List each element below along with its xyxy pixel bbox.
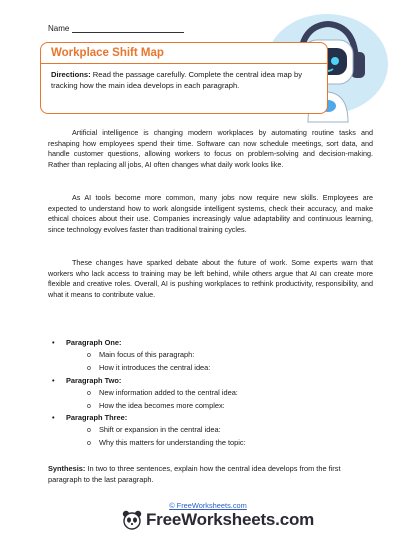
synthesis-text: In two to three sentences, explain how the central idea develops from the first paragraph to the last paragraph. bbox=[48, 464, 341, 484]
circle-bullet-icon: o bbox=[87, 427, 91, 435]
circle-bullet-icon: o bbox=[87, 402, 91, 410]
directions-body: Read the passage carefully. Complete the central idea map by tracking how the main idea develops in each paragraph. bbox=[51, 70, 303, 90]
synthesis-label: Synthesis: bbox=[48, 464, 86, 473]
circle-bullet-icon: o bbox=[87, 364, 91, 372]
outline-prompt[interactable] bbox=[52, 437, 372, 450]
brand-name: FreeWorksheets.com bbox=[146, 510, 315, 529]
passage-paragraph-3: These changes have sparked debate about the future of work. Some experts warn that workers who lack access to training may be left behind, while others argue that AI can create more flexible and creative roles. Overall, AI is pushing workplaces to rethink productivity, responsibility, and what it means to contribute value. bbox=[48, 258, 373, 299]
directions-text bbox=[51, 70, 317, 91]
outline-label: Paragraph Three: bbox=[66, 413, 128, 423]
synthesis-prompt bbox=[48, 464, 374, 485]
outline-prompt[interactable] bbox=[52, 362, 372, 375]
outline-heading bbox=[52, 337, 372, 349]
prompt-text: Shift or expansion in the central idea: bbox=[99, 425, 221, 435]
outline-prompt[interactable] bbox=[52, 349, 372, 362]
bullet-icon: • bbox=[52, 338, 55, 347]
name-blank-line[interactable] bbox=[72, 24, 184, 33]
prompt-text: New information added to the central idea: bbox=[99, 387, 238, 397]
worksheet-title: Workplace Shift Map bbox=[51, 47, 164, 59]
bullet-icon: • bbox=[52, 375, 55, 385]
outline-prompt[interactable] bbox=[52, 400, 372, 413]
title-directions-box bbox=[40, 42, 328, 114]
circle-bullet-icon: o bbox=[87, 351, 91, 359]
bullet-icon: • bbox=[52, 413, 55, 423]
outline-prompt[interactable] bbox=[52, 424, 372, 437]
footer-brand-logo[interactable] bbox=[122, 510, 314, 530]
name-label: Name bbox=[48, 24, 70, 33]
passage-paragraph-1: Artificial intelligence is changing modern workplaces by automating routine tasks and reshaping how employees spend their time. Software can now schedule meetings, sort data, and handle customer questions, allowing workers to focus on problem-solving and decision-making. Rather than replacing all jobs, AI often changes what daily work looks like. bbox=[48, 128, 373, 169]
footer-copyright-link[interactable]: © FreeWorksheets.com bbox=[169, 501, 247, 510]
panda-logo-icon bbox=[122, 510, 142, 530]
prompt-text: Why this matters for understanding the topic: bbox=[99, 438, 246, 448]
title-divider bbox=[41, 63, 327, 64]
name-field-row bbox=[48, 24, 184, 33]
directions-label: Directions: bbox=[51, 70, 91, 79]
passage-paragraph-2: As AI tools become more common, many jobs now require new skills. Employees are expected to understand how to work alongside intelligent systems, check their accuracy, and make ethical choices about their use. Companies increasingly value adaptability and continuous learning, since technology evolves faster than traditional training cycles. bbox=[48, 193, 373, 234]
outline-heading bbox=[52, 412, 372, 424]
prompt-text: How the idea becomes more complex: bbox=[99, 400, 225, 410]
circle-bullet-icon: o bbox=[87, 389, 91, 397]
outline-label: Paragraph One: bbox=[66, 338, 122, 347]
central-idea-outline bbox=[52, 337, 372, 450]
outline-prompt[interactable] bbox=[52, 387, 372, 400]
outline-label: Paragraph Two: bbox=[66, 375, 122, 385]
outline-heading bbox=[52, 375, 372, 387]
prompt-text: Main focus of this paragraph: bbox=[99, 349, 195, 359]
circle-bullet-icon: o bbox=[87, 440, 91, 448]
prompt-text: How it introduces the central idea: bbox=[99, 362, 211, 372]
